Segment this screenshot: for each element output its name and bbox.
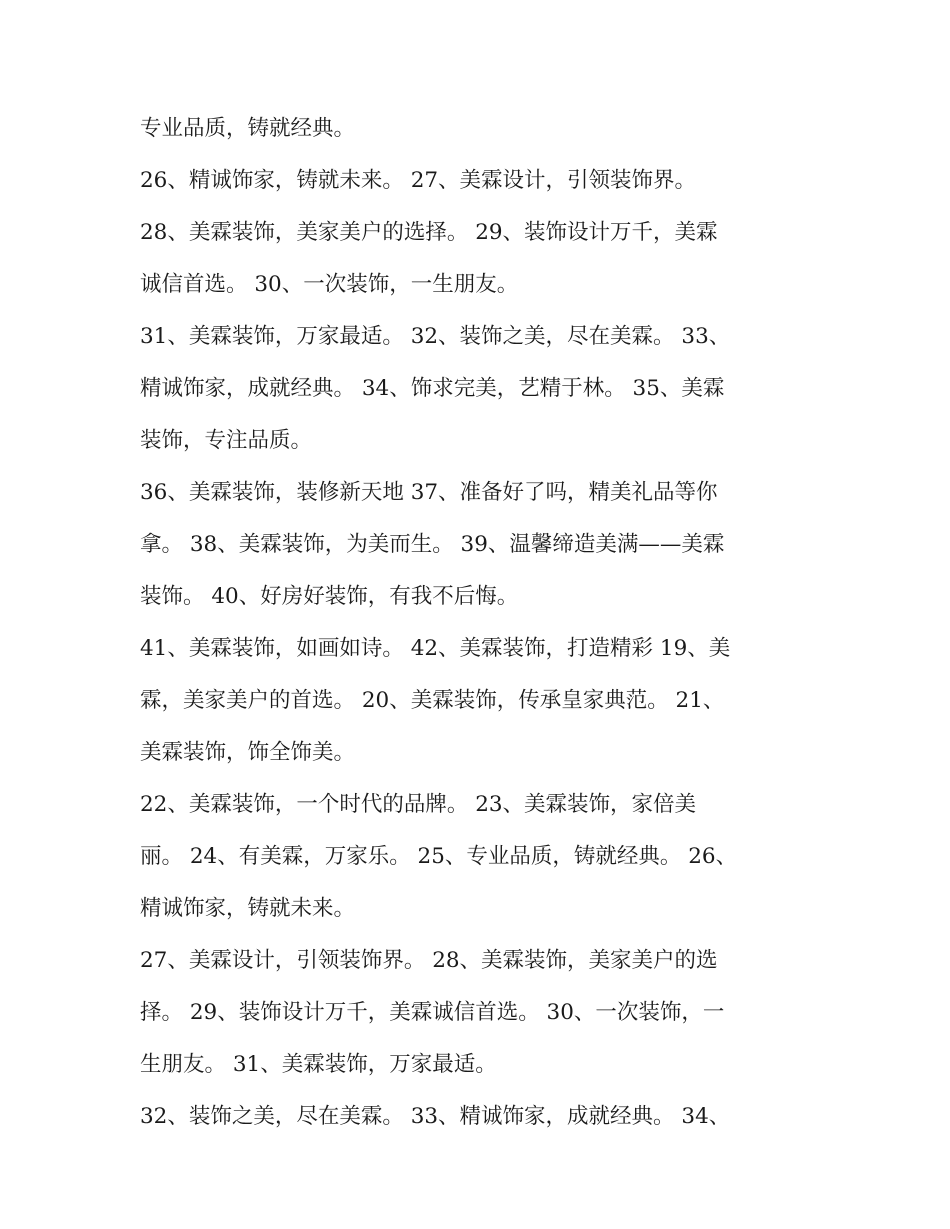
text-line: 精诚饰家，成就经典。 34、饰求完美，艺精于林。 35、美霖 — [140, 376, 725, 401]
text-line: 28、美霖装饰，美家美户的选择。 29、装饰设计万千，美霖 — [140, 220, 718, 245]
text-line: 霖，美家美户的首选。 20、美霖装饰，传承皇家典范。 21、 — [140, 688, 725, 713]
text-line: 拿。 38、美霖装饰，为美而生。 39、温馨缔造美满——美霖 — [140, 532, 725, 557]
text-line: 27、美霖设计，引领装饰界。 28、美霖装饰，美家美户的选 — [140, 948, 718, 973]
text-line: 装饰。 40、好房好装饰，有我不后悔。 — [140, 584, 519, 609]
text-line: 41、美霖装饰，如画如诗。 42、美霖装饰，打造精彩 19、美 — [140, 636, 731, 661]
text-line: 32、装饰之美，尽在美霖。 33、精诚饰家，成就经典。 34、 — [140, 1104, 731, 1129]
text-line: 诚信首选。 30、一次装饰，一生朋友。 — [140, 272, 519, 297]
text-line: 专业品质，铸就经典。 — [140, 116, 356, 141]
text-line: 生朋友。 31、美霖装饰，万家最适。 — [140, 1052, 497, 1077]
text-line: 择。 29、装饰设计万千，美霖诚信首选。 30、一次装饰，一 — [140, 1000, 725, 1025]
text-line: 22、美霖装饰，一个时代的品牌。 23、美霖装饰，家倍美 — [140, 792, 697, 817]
text-line: 26、精诚饰家，铸就未来。 27、美霖设计，引领装饰界。 — [140, 168, 697, 193]
text-line: 36、美霖装饰，装修新天地 37、准备好了吗，精美礼品等你 — [140, 480, 718, 505]
text-line: 丽。 24、有美霖，万家乐。 25、专业品质，铸就经典。 26、 — [140, 844, 738, 869]
text-line: 31、美霖装饰，万家最适。 32、装饰之美，尽在美霖。 33、 — [140, 324, 731, 349]
document-body — [140, 107, 810, 1147]
text-line: 装饰，专注品质。 — [140, 428, 313, 453]
text-line: 精诚饰家，铸就未来。 — [140, 896, 356, 921]
text-line: 美霖装饰，饰全饰美。 — [140, 740, 356, 765]
